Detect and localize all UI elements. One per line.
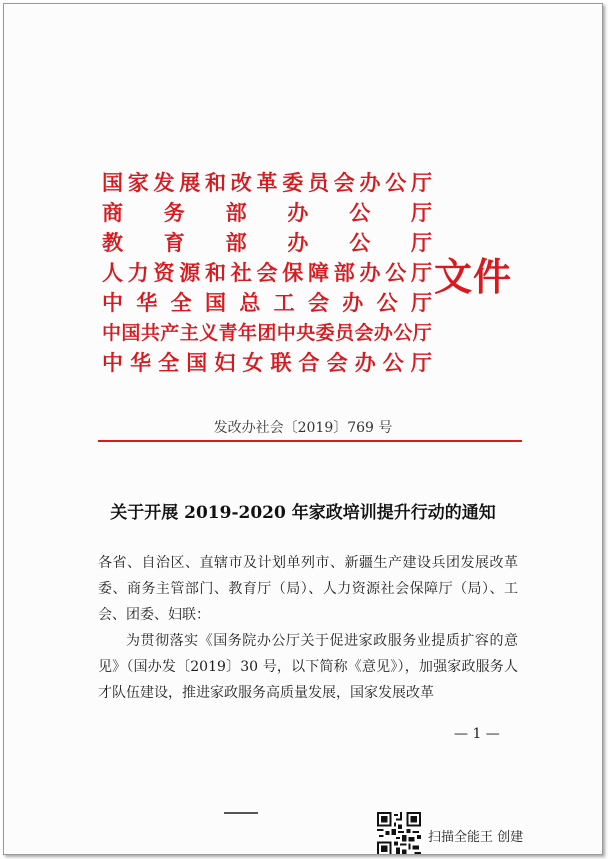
issuer-char: 育 [163,230,185,255]
issuer-char: 公 [385,260,407,285]
issuer-char: 办 [373,322,393,344]
issuer-char: 中 [102,350,123,375]
page-number: — 1 — [454,726,500,742]
issuer-char: 源 [179,260,201,285]
issuer-char: 厅 [412,322,432,344]
issuer-char: 厅 [410,200,432,225]
issuer-line [102,168,432,198]
issuer-line [102,198,432,228]
issuer-char: 女 [242,350,264,375]
issuer-char: 国 [204,290,226,315]
issuer-char: 公 [382,350,404,375]
issuer-char: 华 [136,290,158,315]
salutation: 各省、自治区、直辖市及计划单列市、新疆生产建设兵团发展改革委、商务主管部门、教育厅（局）、人力资源社会保障厅（局）、工会、团委、妇联： [98,555,518,623]
issuer-char: 部 [333,260,355,285]
issuer-char: 中 [276,322,296,344]
issuer-char: 青 [218,322,238,344]
issuer-char: 委 [282,170,304,195]
issuer-char: 保 [282,260,304,285]
issuer-char: 国 [121,322,141,344]
issuer-char: 办 [359,170,381,195]
issuer-char: 产 [160,322,180,344]
issuer-char: 全 [158,350,180,375]
issuer-char: 年 [237,322,257,344]
issuer-char: 厅 [410,230,432,255]
scanner-watermark-label: 扫描全能王 创建 [428,830,524,845]
issuer-char: 会 [333,170,355,195]
issuer-char: 公 [349,230,371,255]
issuer-char: 中 [102,290,123,315]
issuer-char: 部 [225,200,247,225]
issuer-char: 主 [179,322,199,344]
issuer-char: 会 [354,322,374,344]
issuer-char: 务 [163,200,185,225]
issuer-char: 国 [102,170,123,195]
issuing-agencies [102,168,432,378]
issuer-char: 会 [307,290,329,315]
issuer-line [102,348,432,378]
issuer-char: 全 [170,290,192,315]
issuer-char: 公 [349,200,371,225]
issuer-line [102,318,432,348]
issuer-char: 办 [342,290,364,315]
document-title: 关于开展 2019-2020 年家政培训提升行动的通知 [110,503,496,523]
issuer-char: 团 [257,322,277,344]
issuer-char: 公 [385,170,407,195]
issuer-char: 工 [273,290,295,315]
issuer-char: 革 [256,170,278,195]
issuer-char: 央 [296,322,316,344]
document-page [3,3,603,855]
scan-mark [224,812,258,814]
issuer-char: 总 [239,290,261,315]
issuer-line [102,228,432,258]
issuer-char: 障 [308,260,329,285]
issuer-char: 妇 [214,350,236,375]
issuer-char: 华 [130,350,152,375]
issuer-char: 办 [359,260,381,285]
issuer-char: 国 [186,350,208,375]
issuer-char: 厅 [410,350,432,375]
issuer-char: 和 [205,170,226,195]
issuer-char: 联 [270,350,292,375]
issuer-char: 合 [298,350,320,375]
issuer-char: 发 [153,170,175,195]
issuer-char: 人 [102,260,123,285]
red-separator-line [98,440,522,442]
issuer-char: 部 [225,230,247,255]
issuer-char: 社 [230,260,252,285]
issuer-char: 力 [127,260,149,285]
issuer-line [102,288,432,318]
issuer-char: 厅 [411,170,432,195]
issuer-char: 委 [315,322,335,344]
document-number: 发改办社会〔2019〕769 号 [213,420,393,436]
issuer-char: 办 [354,350,376,375]
issuer-char: 教 [102,230,123,255]
issuer-char: 资 [153,260,175,285]
issuer-char: 共 [140,322,160,344]
issuer-char: 会 [326,350,348,375]
issuer-char: 会 [256,260,278,285]
issuer-char: 改 [230,170,252,195]
issuer-char: 办 [287,200,309,225]
issuer-char: 员 [335,322,355,344]
issuer-char: 家 [127,170,149,195]
issuer-line [102,258,432,288]
issuer-char: 厅 [410,290,432,315]
issuer-char: 中 [102,322,122,344]
issuer-char: 商 [102,200,123,225]
issuer-char: 员 [308,170,329,195]
issuer-char: 公 [393,322,413,344]
issuer-char: 办 [287,230,309,255]
document-word: 文件 [434,254,513,299]
issuer-char: 义 [199,322,219,344]
body-paragraph: 为贯彻落实《国务院办公厅关于促进家政服务业提质扩容的意见》（国办发〔2019〕30 号，以下简称《意见》），加强家政服务人才队伍建设，推进家政服务高质量发展，国家发展改革 [98,633,518,701]
issuer-char: 厅 [411,260,432,285]
qr-code-icon [377,812,421,855]
issuer-char: 和 [205,260,226,285]
issuer-char: 公 [376,290,398,315]
issuer-char: 展 [179,170,201,195]
document-body [98,550,518,706]
